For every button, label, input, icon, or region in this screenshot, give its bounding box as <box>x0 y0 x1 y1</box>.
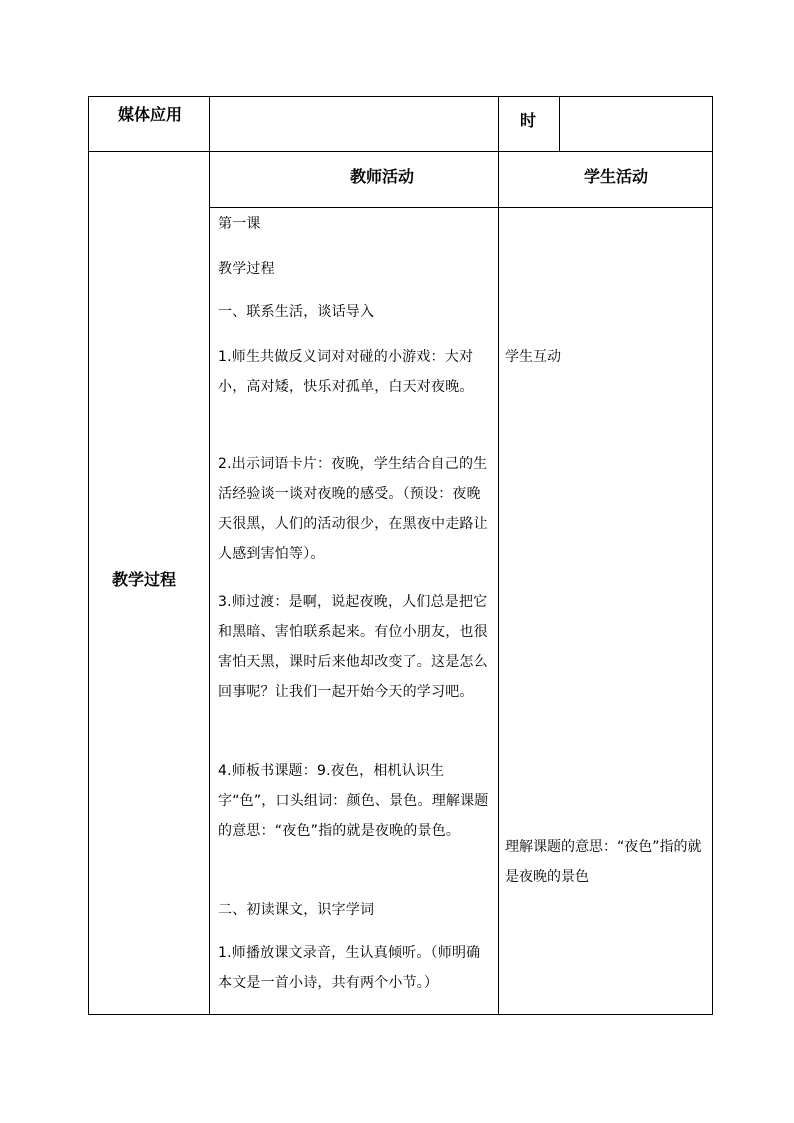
teacher-lesson-number: 第一课 <box>218 216 261 232</box>
student-activity-header: 学生活动 <box>584 167 649 186</box>
time-label: 时 <box>520 111 537 130</box>
time-cell-divider <box>559 96 560 152</box>
table-bottom-border <box>88 1014 713 1015</box>
student-understand-title: 理解课题的意思：“夜色”指的就是夜晚的景色 <box>505 839 702 885</box>
teacher-section-2-step-1: 1.师播放课文录音，生认真倾听。（师明确本文是一首小诗，共有两个小节。） <box>218 945 481 991</box>
student-interaction: 学生互动 <box>505 349 561 365</box>
table-right-border <box>712 96 713 1015</box>
teacher-section-2-heading: 二、初读课文，识字学词 <box>218 902 375 918</box>
section-label: 教学过程 <box>112 570 177 589</box>
column-header-divider <box>209 207 713 208</box>
teacher-student-divider <box>498 96 499 1015</box>
teacher-activity-header: 教师活动 <box>350 167 415 186</box>
teacher-process-heading: 教学过程 <box>218 261 275 277</box>
teacher-step-1: 1.师生共做反义词对对碰的小游戏：大对小，高对矮，快乐对孤单，白天对夜晚。 <box>218 349 474 395</box>
teacher-step-4: 4.师板书课题：9.夜色，相机认识生字“色”，口头组词：颜色、景色。理解课题的意思：“夜色”指的就是夜晚的景色。 <box>218 763 489 839</box>
teacher-step-2: 2.出示词语卡片：夜晚，学生结合自己的生活经验谈一谈对夜晚的感受。（预设：夜晚天很黑，人们的活动很少，在黑夜中走路让人感到害怕等）。 <box>218 456 488 562</box>
header-row-divider <box>88 151 713 152</box>
teacher-step-3: 3.师过渡：是啊，说起夜晚，人们总是把它和黑暗、害怕联系起来。有位小朋友，也很害怕天黑，课时后来他却改变了。这是怎么回事呢？让我们一起开始今天的学习吧。 <box>218 594 488 700</box>
label-column-divider <box>209 96 210 1015</box>
table-left-border <box>88 96 89 1015</box>
table-top-border <box>88 96 713 97</box>
teacher-section-1-heading: 一、联系生活，谈话导入 <box>218 304 375 320</box>
media-application-label: 媒体应用 <box>118 105 183 124</box>
